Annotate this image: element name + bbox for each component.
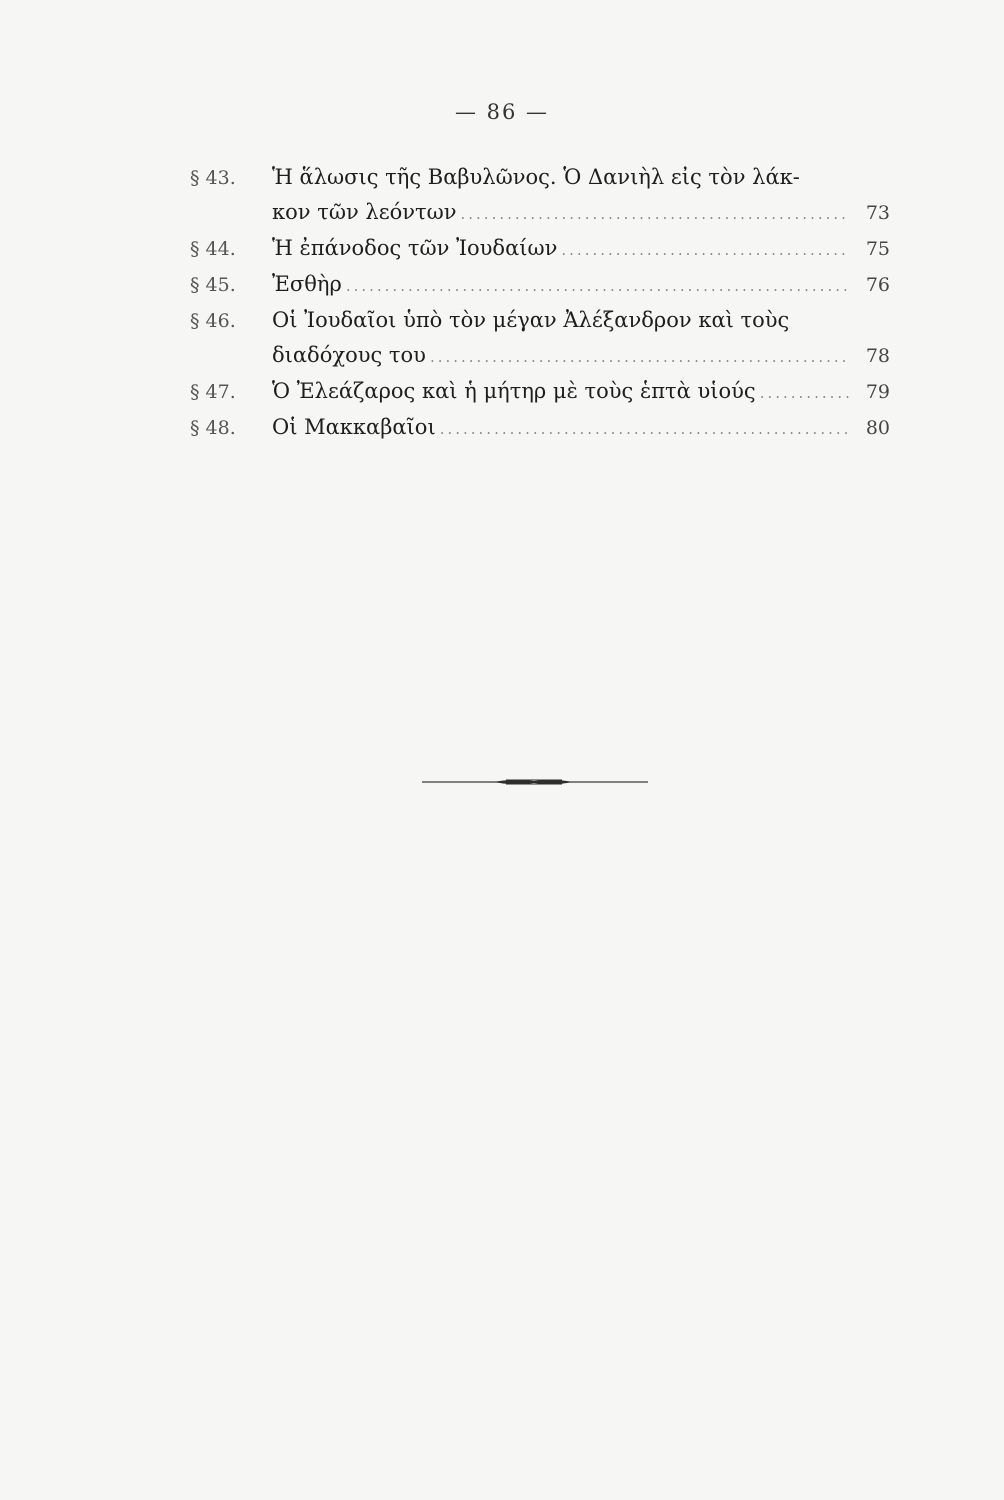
dot-leader	[346, 269, 850, 303]
dot-leader	[461, 197, 851, 231]
section-number: § 47.	[190, 381, 236, 403]
entry-title: Ἡ ἅλωσις τῆς Βαβυλῶνος. Ὁ Δανιὴλ εἰς τὸν λάκ-	[272, 165, 800, 189]
toc-entry-44	[190, 231, 890, 267]
toc-entry-48	[190, 410, 890, 446]
dot-leader	[561, 233, 850, 267]
toc-entry-45	[190, 267, 890, 303]
page-ref: 80	[865, 417, 890, 439]
page-ref: 79	[865, 381, 890, 403]
page-ref: 75	[865, 238, 890, 260]
toc-entry-43	[190, 160, 890, 231]
page-ref: 73	[865, 202, 890, 224]
section-number: § 43.	[190, 167, 236, 189]
page-ref: 76	[865, 274, 890, 296]
dot-leader	[430, 340, 850, 374]
section-number: § 46.	[190, 310, 236, 332]
page-number: — 86 —	[454, 100, 550, 124]
toc-entry-47	[190, 374, 890, 410]
section-number: § 45.	[190, 274, 236, 296]
page-ref: 78	[865, 345, 890, 367]
dot-leader	[760, 376, 850, 410]
dot-leader	[440, 412, 850, 446]
entry-title-continued: διαδόχους του	[272, 343, 426, 367]
entry-title: Ἐσθὴρ	[272, 272, 342, 296]
end-ornament-icon	[422, 776, 648, 788]
entry-title-continued: κον τῶν λεόντων	[272, 200, 457, 224]
entry-title: Οἱ Ἰουδαῖοι ὑπὸ τὸν μέγαν Ἀλέξανδρον καὶ τοὺς	[272, 308, 790, 332]
toc-entry-46	[190, 303, 890, 374]
entry-title: Ἡ ἐπάνοδος τῶν Ἰουδαίων	[272, 236, 558, 260]
entry-title: Ὁ Ἐλεάζαρος καὶ ἡ μήτηρ μὲ τοὺς ἑπτὰ υἱούς	[272, 379, 756, 403]
section-number: § 44.	[190, 238, 236, 260]
table-of-contents	[190, 160, 890, 446]
section-number: § 48.	[190, 417, 236, 439]
entry-title: Οἱ Μακκαβαῖοι	[272, 415, 436, 439]
